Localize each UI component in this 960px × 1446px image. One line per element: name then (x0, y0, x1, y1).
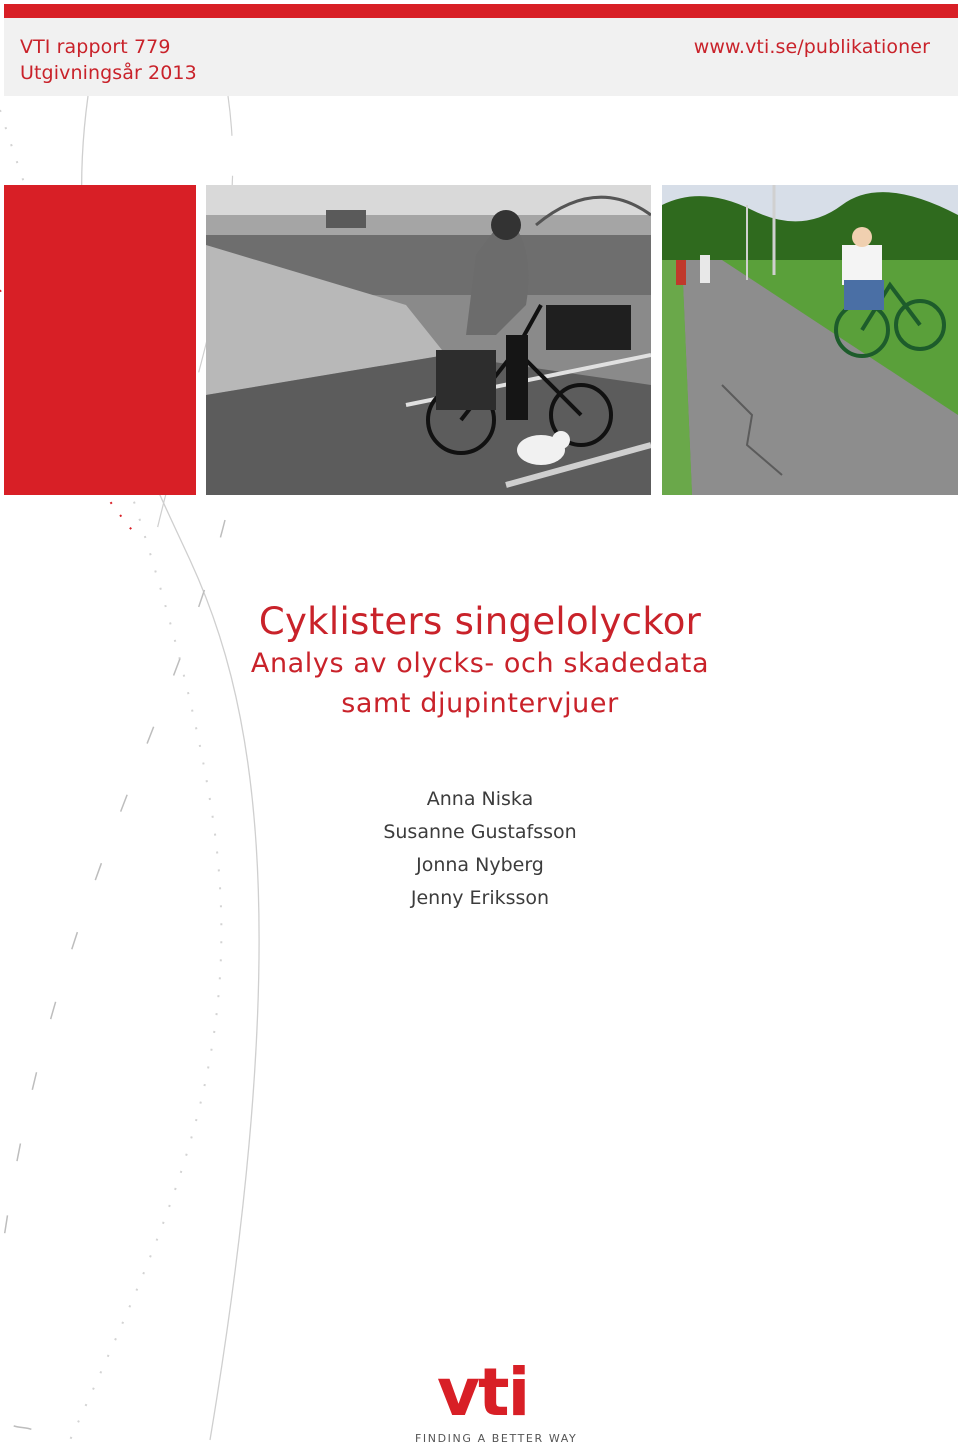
logo-wordmark: vti (437, 1354, 529, 1431)
report-subtitle-line-2: samt djupintervjuer (341, 688, 619, 719)
author-list (0, 783, 960, 915)
website-link[interactable]: www.vti.se/publikationer (693, 36, 930, 58)
logo-tagline: FINDING A BETTER WAY (415, 1432, 578, 1445)
red-accent-block (4, 185, 196, 495)
report-subtitle-line-1: Analys av olycks- och skadedata (250, 648, 710, 679)
report-number: VTI rapport 779 (20, 36, 171, 58)
publication-year: Utgivningsår 2013 (20, 62, 197, 84)
report-title: Cyklisters singelolyckor (258, 600, 702, 643)
vti-logo (415, 1354, 578, 1445)
author-name: Jenny Eriksson (410, 887, 550, 909)
author-name: Jonna Nyberg (416, 854, 544, 876)
author-name: Anna Niska (426, 788, 534, 810)
cyclist-street-photo (206, 185, 651, 495)
cycle-path-photo (662, 185, 958, 495)
author-name: Susanne Gustafsson (383, 821, 577, 843)
